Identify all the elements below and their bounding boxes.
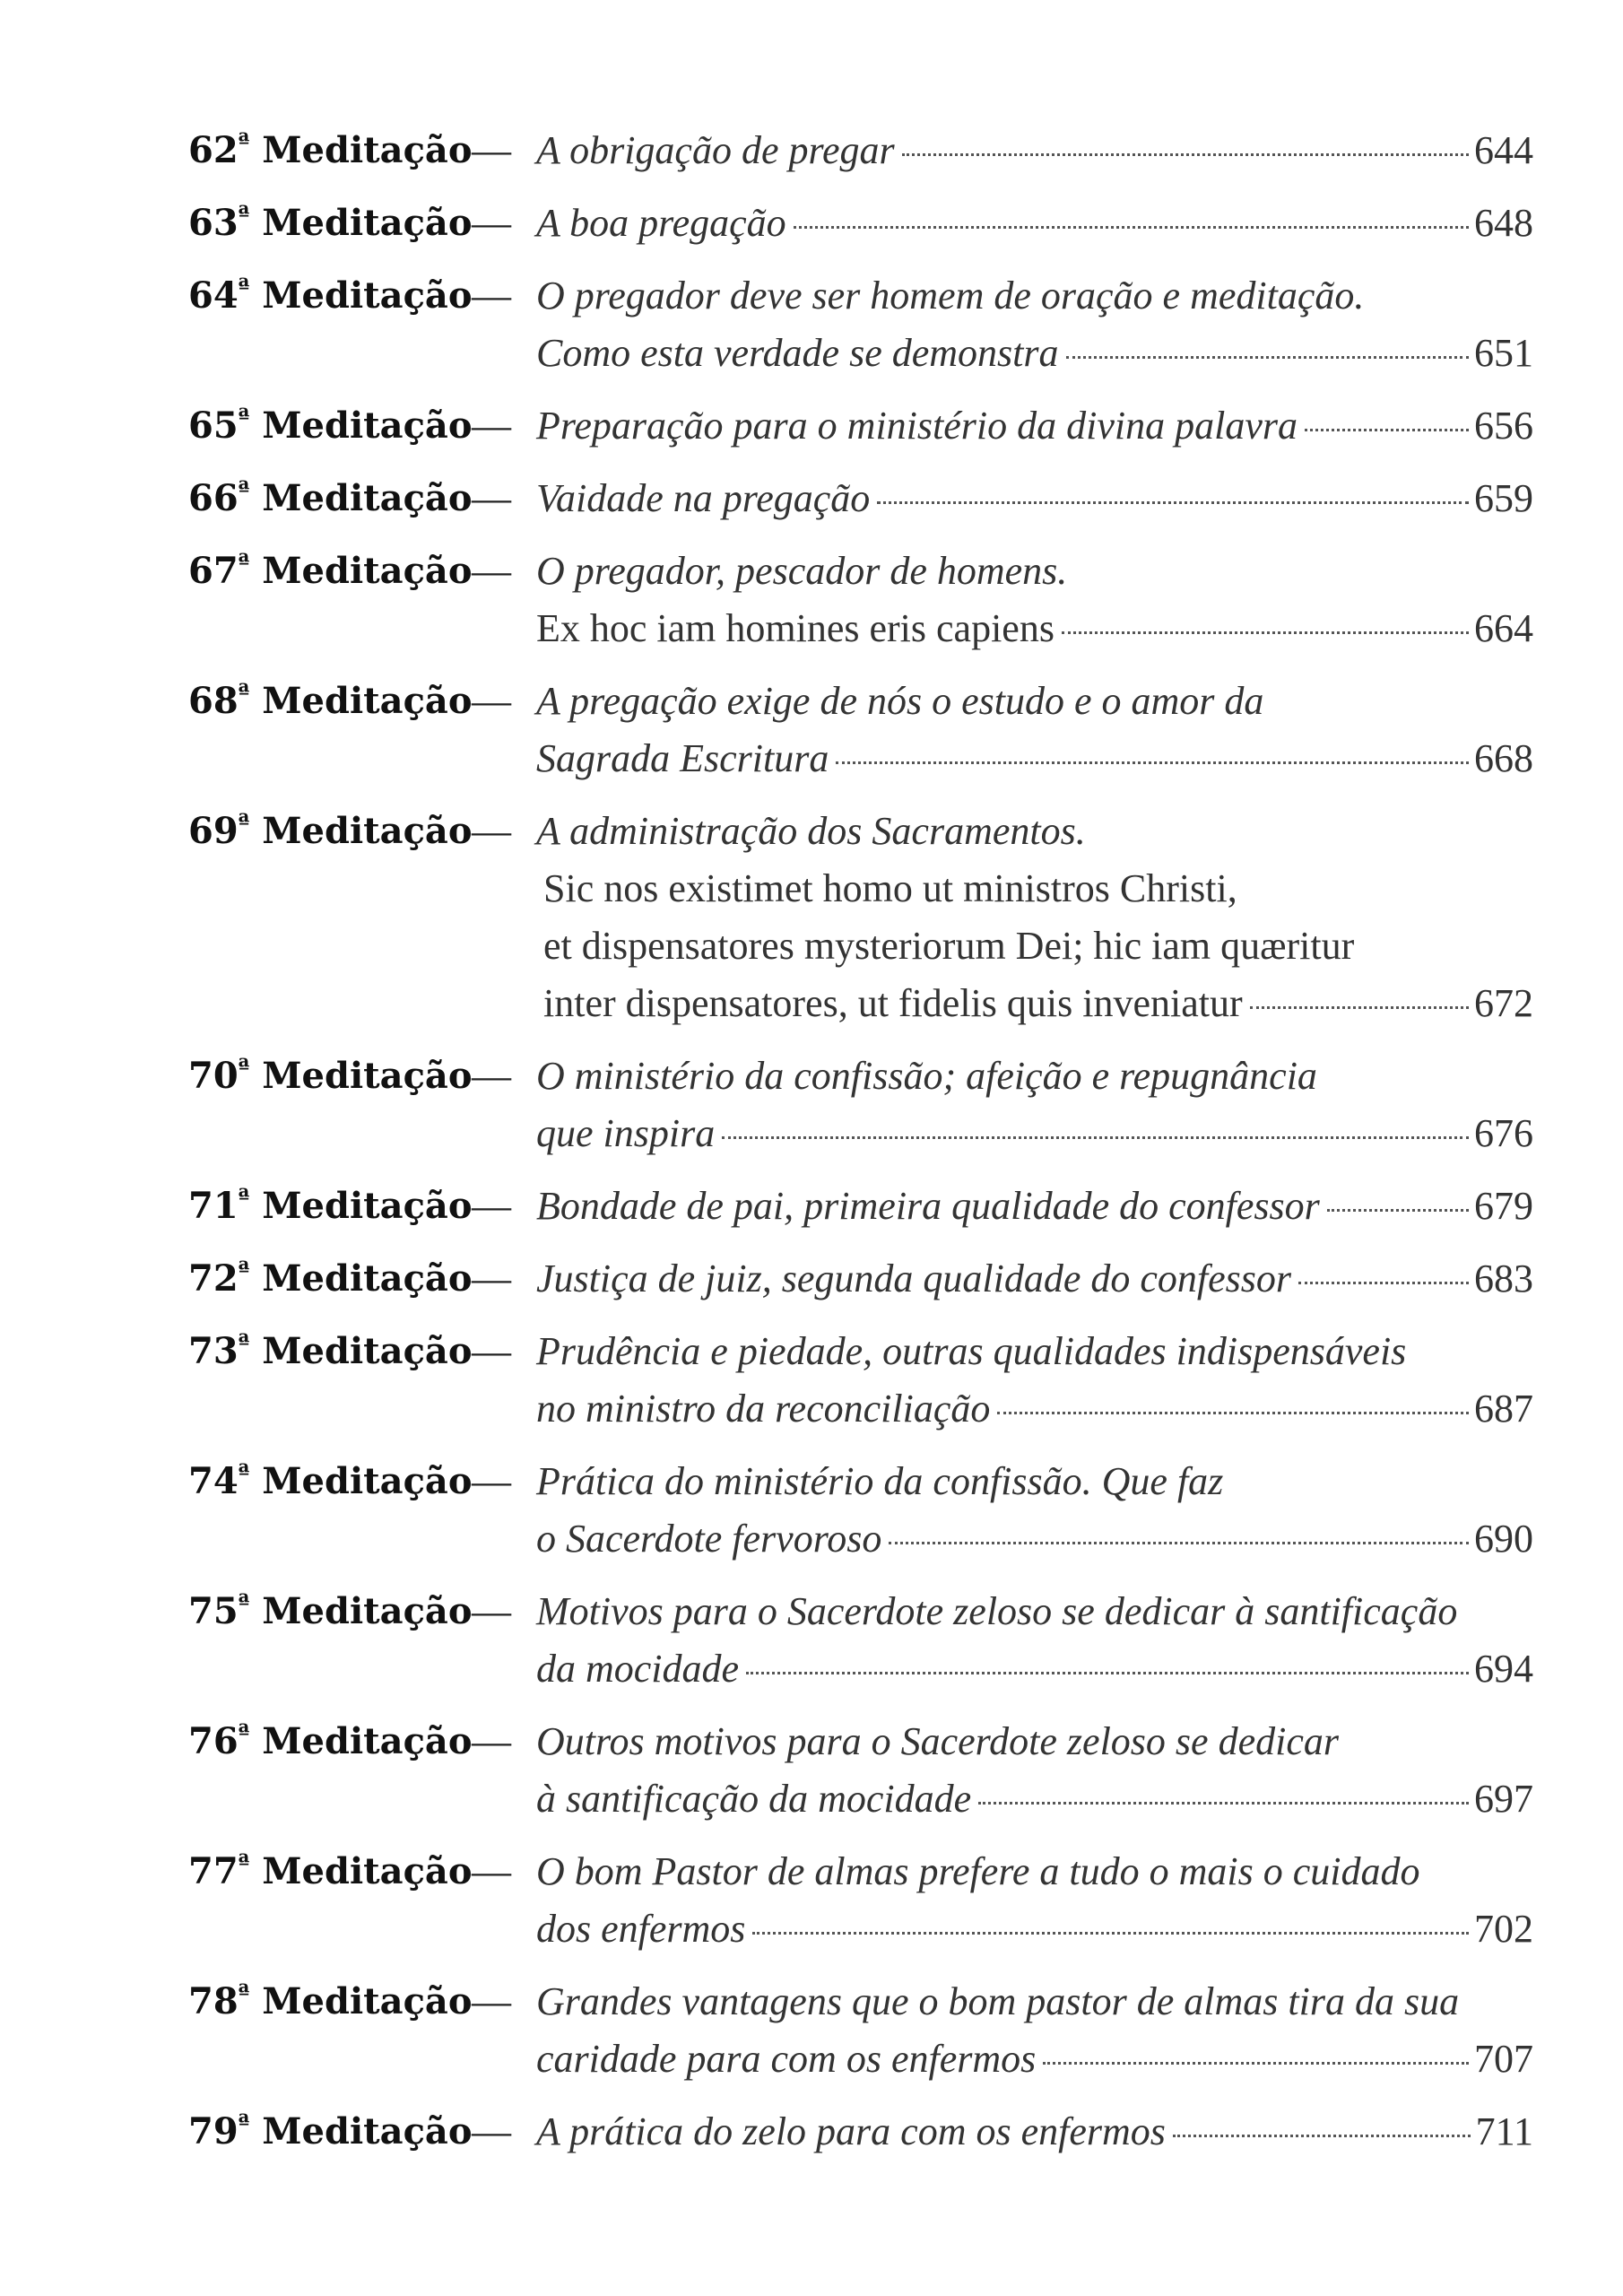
meditation-title: O bom Pastor de almas prefere a tudo o mais o cuidado bbox=[536, 1849, 1420, 1893]
page-number: 690 bbox=[1474, 1517, 1533, 1561]
ordinal-indicator: ª bbox=[238, 202, 250, 229]
toc-entry bbox=[188, 470, 1533, 527]
toc-entry-final-line bbox=[543, 975, 1533, 1032]
toc-entry-final-line bbox=[536, 122, 1533, 179]
meditation-title: A administração dos Sacramentos. bbox=[536, 809, 1086, 853]
toc-entry-line bbox=[188, 1900, 1533, 1958]
meditation-title: o Sacerdote fervoroso bbox=[536, 1517, 882, 1561]
meditation-title: Bondade de pai, primeira qualidade do confessor bbox=[536, 1184, 1320, 1228]
dot-leader bbox=[752, 1932, 1469, 1935]
dot-leader bbox=[902, 153, 1469, 156]
toc-entry-line bbox=[188, 325, 1533, 382]
meditation-label bbox=[188, 1843, 473, 1900]
em-dash: — bbox=[472, 404, 511, 448]
page-number: 697 bbox=[1474, 1777, 1533, 1821]
toc-entry bbox=[188, 543, 1533, 657]
em-dash: — bbox=[472, 1257, 511, 1300]
meditation-label bbox=[188, 1713, 473, 1770]
em-dash: — bbox=[472, 2109, 511, 2153]
meditation-title: Como esta verdade se demonstra bbox=[536, 331, 1059, 375]
toc-entry bbox=[188, 1250, 1533, 1308]
meditation-title: A pregação exige de nós o estudo e o amor da bbox=[536, 679, 1264, 723]
meditation-number: 65 bbox=[188, 404, 239, 447]
ordinal-indicator: ª bbox=[238, 550, 250, 577]
meditation-label bbox=[188, 1973, 473, 2031]
page-number: 687 bbox=[1474, 1387, 1533, 1431]
meditation-title: da mocidade bbox=[536, 1647, 740, 1691]
page-number: 659 bbox=[1474, 476, 1533, 520]
toc-entry-line bbox=[188, 122, 1533, 179]
toc-entry-line bbox=[188, 267, 1533, 325]
em-dash: — bbox=[472, 679, 511, 723]
dot-leader bbox=[877, 501, 1469, 504]
toc-entry-line bbox=[188, 195, 1533, 252]
meditation-word: Meditação bbox=[262, 1185, 473, 1227]
meditation-number: 77 bbox=[188, 1850, 239, 1892]
toc-entry-final-line bbox=[536, 1380, 1533, 1438]
dot-leader bbox=[1066, 356, 1469, 359]
dot-leader bbox=[794, 226, 1469, 229]
meditation-title: que inspira bbox=[536, 1111, 716, 1155]
toc-entry bbox=[188, 803, 1533, 1032]
meditation-label bbox=[188, 1048, 473, 1105]
meditation-title: O pregador, pescador de homens. bbox=[536, 549, 1068, 593]
toc-entry bbox=[188, 267, 1533, 382]
meditation-title: Sic nos existimet homo ut ministros Christi, bbox=[543, 866, 1237, 910]
ordinal-indicator: ª bbox=[238, 1980, 250, 2007]
page-number: 664 bbox=[1474, 606, 1533, 650]
em-dash: — bbox=[472, 1184, 511, 1228]
ordinal-indicator: ª bbox=[238, 2110, 250, 2137]
page-number: 676 bbox=[1474, 1111, 1533, 1155]
toc-entry-line bbox=[188, 860, 1533, 918]
meditation-number: 64 bbox=[188, 274, 239, 317]
em-dash: — bbox=[472, 1054, 511, 1098]
em-dash: — bbox=[472, 809, 511, 853]
dot-leader bbox=[722, 1136, 1469, 1139]
ordinal-indicator: ª bbox=[238, 1055, 250, 1082]
page-number: 644 bbox=[1474, 128, 1533, 172]
dot-leader bbox=[1327, 1209, 1469, 1212]
meditation-title: O pregador deve ser homem de oração e meditação. bbox=[536, 274, 1365, 317]
toc-entry-line bbox=[188, 1640, 1533, 1698]
dot-leader bbox=[997, 1412, 1469, 1414]
em-dash: — bbox=[472, 549, 511, 593]
meditation-title: Prática do ministério da confissão. Que faz bbox=[536, 1459, 1224, 1503]
dot-leader bbox=[836, 761, 1469, 764]
toc-entry-line bbox=[188, 1583, 1533, 1640]
meditation-number: 68 bbox=[188, 680, 239, 722]
meditation-title: Outros motivos para o Sacerdote zeloso se dedicar bbox=[536, 1719, 1339, 1763]
dot-leader bbox=[1062, 631, 1469, 634]
toc-entry bbox=[188, 195, 1533, 252]
dot-leader bbox=[1173, 2135, 1471, 2137]
toc-entry-line bbox=[188, 2103, 1533, 2161]
toc-entry-line bbox=[188, 975, 1533, 1032]
ordinal-indicator: ª bbox=[238, 1720, 250, 1747]
toc-entry-final-line bbox=[536, 1770, 1533, 1828]
toc-entry-final-line bbox=[536, 600, 1533, 657]
table-of-contents bbox=[188, 122, 1533, 2176]
page-number: 679 bbox=[1474, 1184, 1533, 1228]
meditation-label bbox=[188, 1453, 473, 1510]
meditation-word: Meditação bbox=[262, 810, 473, 852]
toc-entry-line bbox=[188, 2031, 1533, 2088]
meditation-title: A obrigação de pregar bbox=[536, 128, 895, 172]
ordinal-indicator: ª bbox=[238, 1850, 250, 1877]
meditation-label bbox=[188, 122, 473, 179]
toc-entry-line bbox=[188, 1770, 1533, 1828]
meditation-word: Meditação bbox=[262, 1850, 473, 1892]
meditation-word: Meditação bbox=[262, 202, 473, 244]
meditation-word: Meditação bbox=[262, 1257, 473, 1300]
meditation-title: caridade para com os enfermos bbox=[536, 2037, 1037, 2081]
meditation-word: Meditação bbox=[262, 274, 473, 317]
meditation-number: 62 bbox=[188, 129, 239, 171]
ordinal-indicator: ª bbox=[238, 129, 250, 156]
toc-entry-line bbox=[188, 1453, 1533, 1510]
toc-entry-line bbox=[188, 1178, 1533, 1235]
meditation-title: Grandes vantagens que o bom pastor de almas tira da sua bbox=[536, 1979, 1460, 2023]
ordinal-indicator: ª bbox=[238, 1257, 250, 1284]
toc-entry-final-line bbox=[536, 325, 1533, 382]
toc-entry-final-line bbox=[536, 2031, 1533, 2088]
ordinal-indicator: ª bbox=[238, 1185, 250, 1212]
meditation-label bbox=[188, 1178, 473, 1235]
toc-entry-final-line bbox=[536, 1640, 1533, 1698]
toc-entry bbox=[188, 1323, 1533, 1438]
meditation-label bbox=[188, 397, 473, 455]
toc-entry-final-line bbox=[536, 1510, 1533, 1568]
toc-entry bbox=[188, 1843, 1533, 1958]
meditation-number: 76 bbox=[188, 1720, 239, 1762]
toc-entry-final-line bbox=[536, 1900, 1533, 1958]
toc-entry bbox=[188, 1453, 1533, 1568]
meditation-number: 67 bbox=[188, 550, 239, 592]
em-dash: — bbox=[472, 1849, 511, 1893]
meditation-number: 71 bbox=[188, 1185, 239, 1227]
toc-entry-line bbox=[188, 803, 1533, 860]
meditation-word: Meditação bbox=[262, 404, 473, 447]
meditation-label bbox=[188, 1250, 473, 1308]
toc-entry bbox=[188, 2103, 1533, 2161]
meditation-label bbox=[188, 803, 473, 860]
meditation-title: à santificação da mocidade bbox=[536, 1777, 972, 1821]
toc-entry-line bbox=[188, 1250, 1533, 1308]
dot-leader bbox=[1298, 1282, 1469, 1284]
meditation-number: 75 bbox=[188, 1590, 239, 1632]
toc-entry bbox=[188, 1583, 1533, 1698]
toc-entry bbox=[188, 1713, 1533, 1828]
dot-leader bbox=[1043, 2062, 1469, 2065]
toc-entry-line bbox=[188, 1323, 1533, 1380]
em-dash: — bbox=[472, 201, 511, 245]
meditation-label bbox=[188, 470, 473, 527]
meditation-word: Meditação bbox=[262, 2110, 473, 2152]
meditation-word: Meditação bbox=[262, 1590, 473, 1632]
meditation-word: Meditação bbox=[262, 1720, 473, 1762]
em-dash: — bbox=[472, 1719, 511, 1763]
ordinal-indicator: ª bbox=[238, 680, 250, 707]
page-number: 694 bbox=[1474, 1647, 1533, 1691]
toc-entry-line bbox=[188, 1380, 1533, 1438]
toc-entry-final-line bbox=[536, 1178, 1533, 1235]
page-number: 711 bbox=[1475, 2109, 1533, 2153]
toc-entry bbox=[188, 1048, 1533, 1162]
dot-leader bbox=[889, 1542, 1469, 1544]
dot-leader bbox=[1305, 429, 1469, 431]
toc-entry bbox=[188, 122, 1533, 179]
toc-entry-line bbox=[188, 1713, 1533, 1770]
toc-entry-line bbox=[188, 673, 1533, 730]
meditation-number: 70 bbox=[188, 1055, 239, 1097]
meditation-title: Vaidade na pregação bbox=[536, 476, 871, 520]
ordinal-indicator: ª bbox=[238, 477, 250, 504]
meditation-title: Justiça de juiz, segunda qualidade do confessor bbox=[536, 1257, 1292, 1300]
meditation-label bbox=[188, 543, 473, 600]
toc-entry bbox=[188, 1973, 1533, 2088]
em-dash: — bbox=[472, 1979, 511, 2023]
dot-leader bbox=[746, 1672, 1469, 1674]
em-dash: — bbox=[472, 1589, 511, 1633]
toc-entry-line bbox=[188, 730, 1533, 787]
dot-leader bbox=[1250, 1006, 1469, 1009]
page-number: 648 bbox=[1474, 201, 1533, 245]
meditation-number: 78 bbox=[188, 1980, 239, 2022]
meditation-number: 69 bbox=[188, 810, 239, 852]
meditation-title: A prática do zelo para com os enfermos bbox=[536, 2109, 1166, 2153]
meditation-word: Meditação bbox=[262, 550, 473, 592]
meditation-title: Motivos para o Sacerdote zeloso se dedicar à santificação bbox=[536, 1589, 1458, 1633]
page-number: 702 bbox=[1474, 1907, 1533, 1951]
meditation-word: Meditação bbox=[262, 1980, 473, 2022]
toc-entry-final-line bbox=[536, 1105, 1533, 1162]
toc-entry-line bbox=[188, 470, 1533, 527]
toc-entry-line bbox=[188, 1105, 1533, 1162]
meditation-word: Meditação bbox=[262, 680, 473, 722]
toc-entry-line bbox=[188, 1510, 1533, 1568]
ordinal-indicator: ª bbox=[238, 274, 250, 301]
meditation-title: Ex hoc iam homines eris capiens bbox=[536, 606, 1055, 650]
page-number: 672 bbox=[1474, 981, 1533, 1025]
page-number: 683 bbox=[1474, 1257, 1533, 1300]
page-number: 656 bbox=[1474, 404, 1533, 448]
meditation-label bbox=[188, 267, 473, 325]
meditation-title: Sagrada Escritura bbox=[536, 736, 829, 780]
em-dash: — bbox=[472, 1329, 511, 1373]
toc-entry-line bbox=[188, 1048, 1533, 1105]
toc-entry-line bbox=[188, 918, 1533, 975]
meditation-title: inter dispensatores, ut fidelis quis inveniatur bbox=[543, 981, 1243, 1025]
toc-entry-final-line bbox=[536, 1250, 1533, 1308]
toc-entry-final-line bbox=[536, 470, 1533, 527]
meditation-number: 79 bbox=[188, 2110, 239, 2152]
em-dash: — bbox=[472, 128, 511, 172]
meditation-label bbox=[188, 1583, 473, 1640]
toc-entry-line bbox=[188, 600, 1533, 657]
toc-entry bbox=[188, 1178, 1533, 1235]
meditation-number: 74 bbox=[188, 1460, 239, 1502]
toc-entry-line bbox=[188, 397, 1533, 455]
em-dash: — bbox=[472, 274, 511, 317]
meditation-title: Preparação para o ministério da divina palavra bbox=[536, 404, 1298, 448]
meditation-title: A boa pregação bbox=[536, 201, 786, 245]
page-number: 707 bbox=[1474, 2037, 1533, 2081]
meditation-number: 66 bbox=[188, 477, 239, 519]
meditation-word: Meditação bbox=[262, 1330, 473, 1372]
meditation-word: Meditação bbox=[262, 129, 473, 171]
meditation-word: Meditação bbox=[262, 477, 473, 519]
meditation-word: Meditação bbox=[262, 1055, 473, 1097]
ordinal-indicator: ª bbox=[238, 404, 250, 431]
page-number: 668 bbox=[1474, 736, 1533, 780]
meditation-title: dos enfermos bbox=[536, 1907, 746, 1951]
meditation-label bbox=[188, 2103, 473, 2161]
ordinal-indicator: ª bbox=[238, 1460, 250, 1487]
toc-entry-line bbox=[188, 543, 1533, 600]
toc-entry bbox=[188, 673, 1533, 787]
meditation-word: Meditação bbox=[262, 1460, 473, 1502]
page-number: 651 bbox=[1474, 331, 1533, 375]
meditation-title: no ministro da reconciliação bbox=[536, 1387, 991, 1431]
ordinal-indicator: ª bbox=[238, 810, 250, 837]
meditation-title: et dispensatores mysteriorum Dei; hic iam quæritur bbox=[543, 924, 1355, 968]
em-dash: — bbox=[472, 1459, 511, 1503]
toc-entry-line bbox=[188, 1843, 1533, 1900]
em-dash: — bbox=[472, 476, 511, 520]
toc-entry-final-line bbox=[536, 195, 1533, 252]
ordinal-indicator: ª bbox=[238, 1330, 250, 1357]
ordinal-indicator: ª bbox=[238, 1590, 250, 1617]
toc-entry-line bbox=[188, 1973, 1533, 2031]
toc-entry bbox=[188, 397, 1533, 455]
meditation-title: Prudência e piedade, outras qualidades indispensáveis bbox=[536, 1329, 1407, 1373]
meditation-number: 72 bbox=[188, 1257, 239, 1300]
meditation-label bbox=[188, 1323, 473, 1380]
dot-leader bbox=[978, 1802, 1469, 1805]
meditation-number: 63 bbox=[188, 202, 239, 244]
meditation-label bbox=[188, 195, 473, 252]
toc-entry-final-line bbox=[536, 730, 1533, 787]
toc-entry-final-line bbox=[536, 2103, 1533, 2161]
meditation-title: O ministério da confissão; afeição e repugnância bbox=[536, 1054, 1317, 1098]
meditation-label bbox=[188, 673, 473, 730]
toc-entry-final-line bbox=[536, 397, 1533, 455]
meditation-number: 73 bbox=[188, 1330, 239, 1372]
